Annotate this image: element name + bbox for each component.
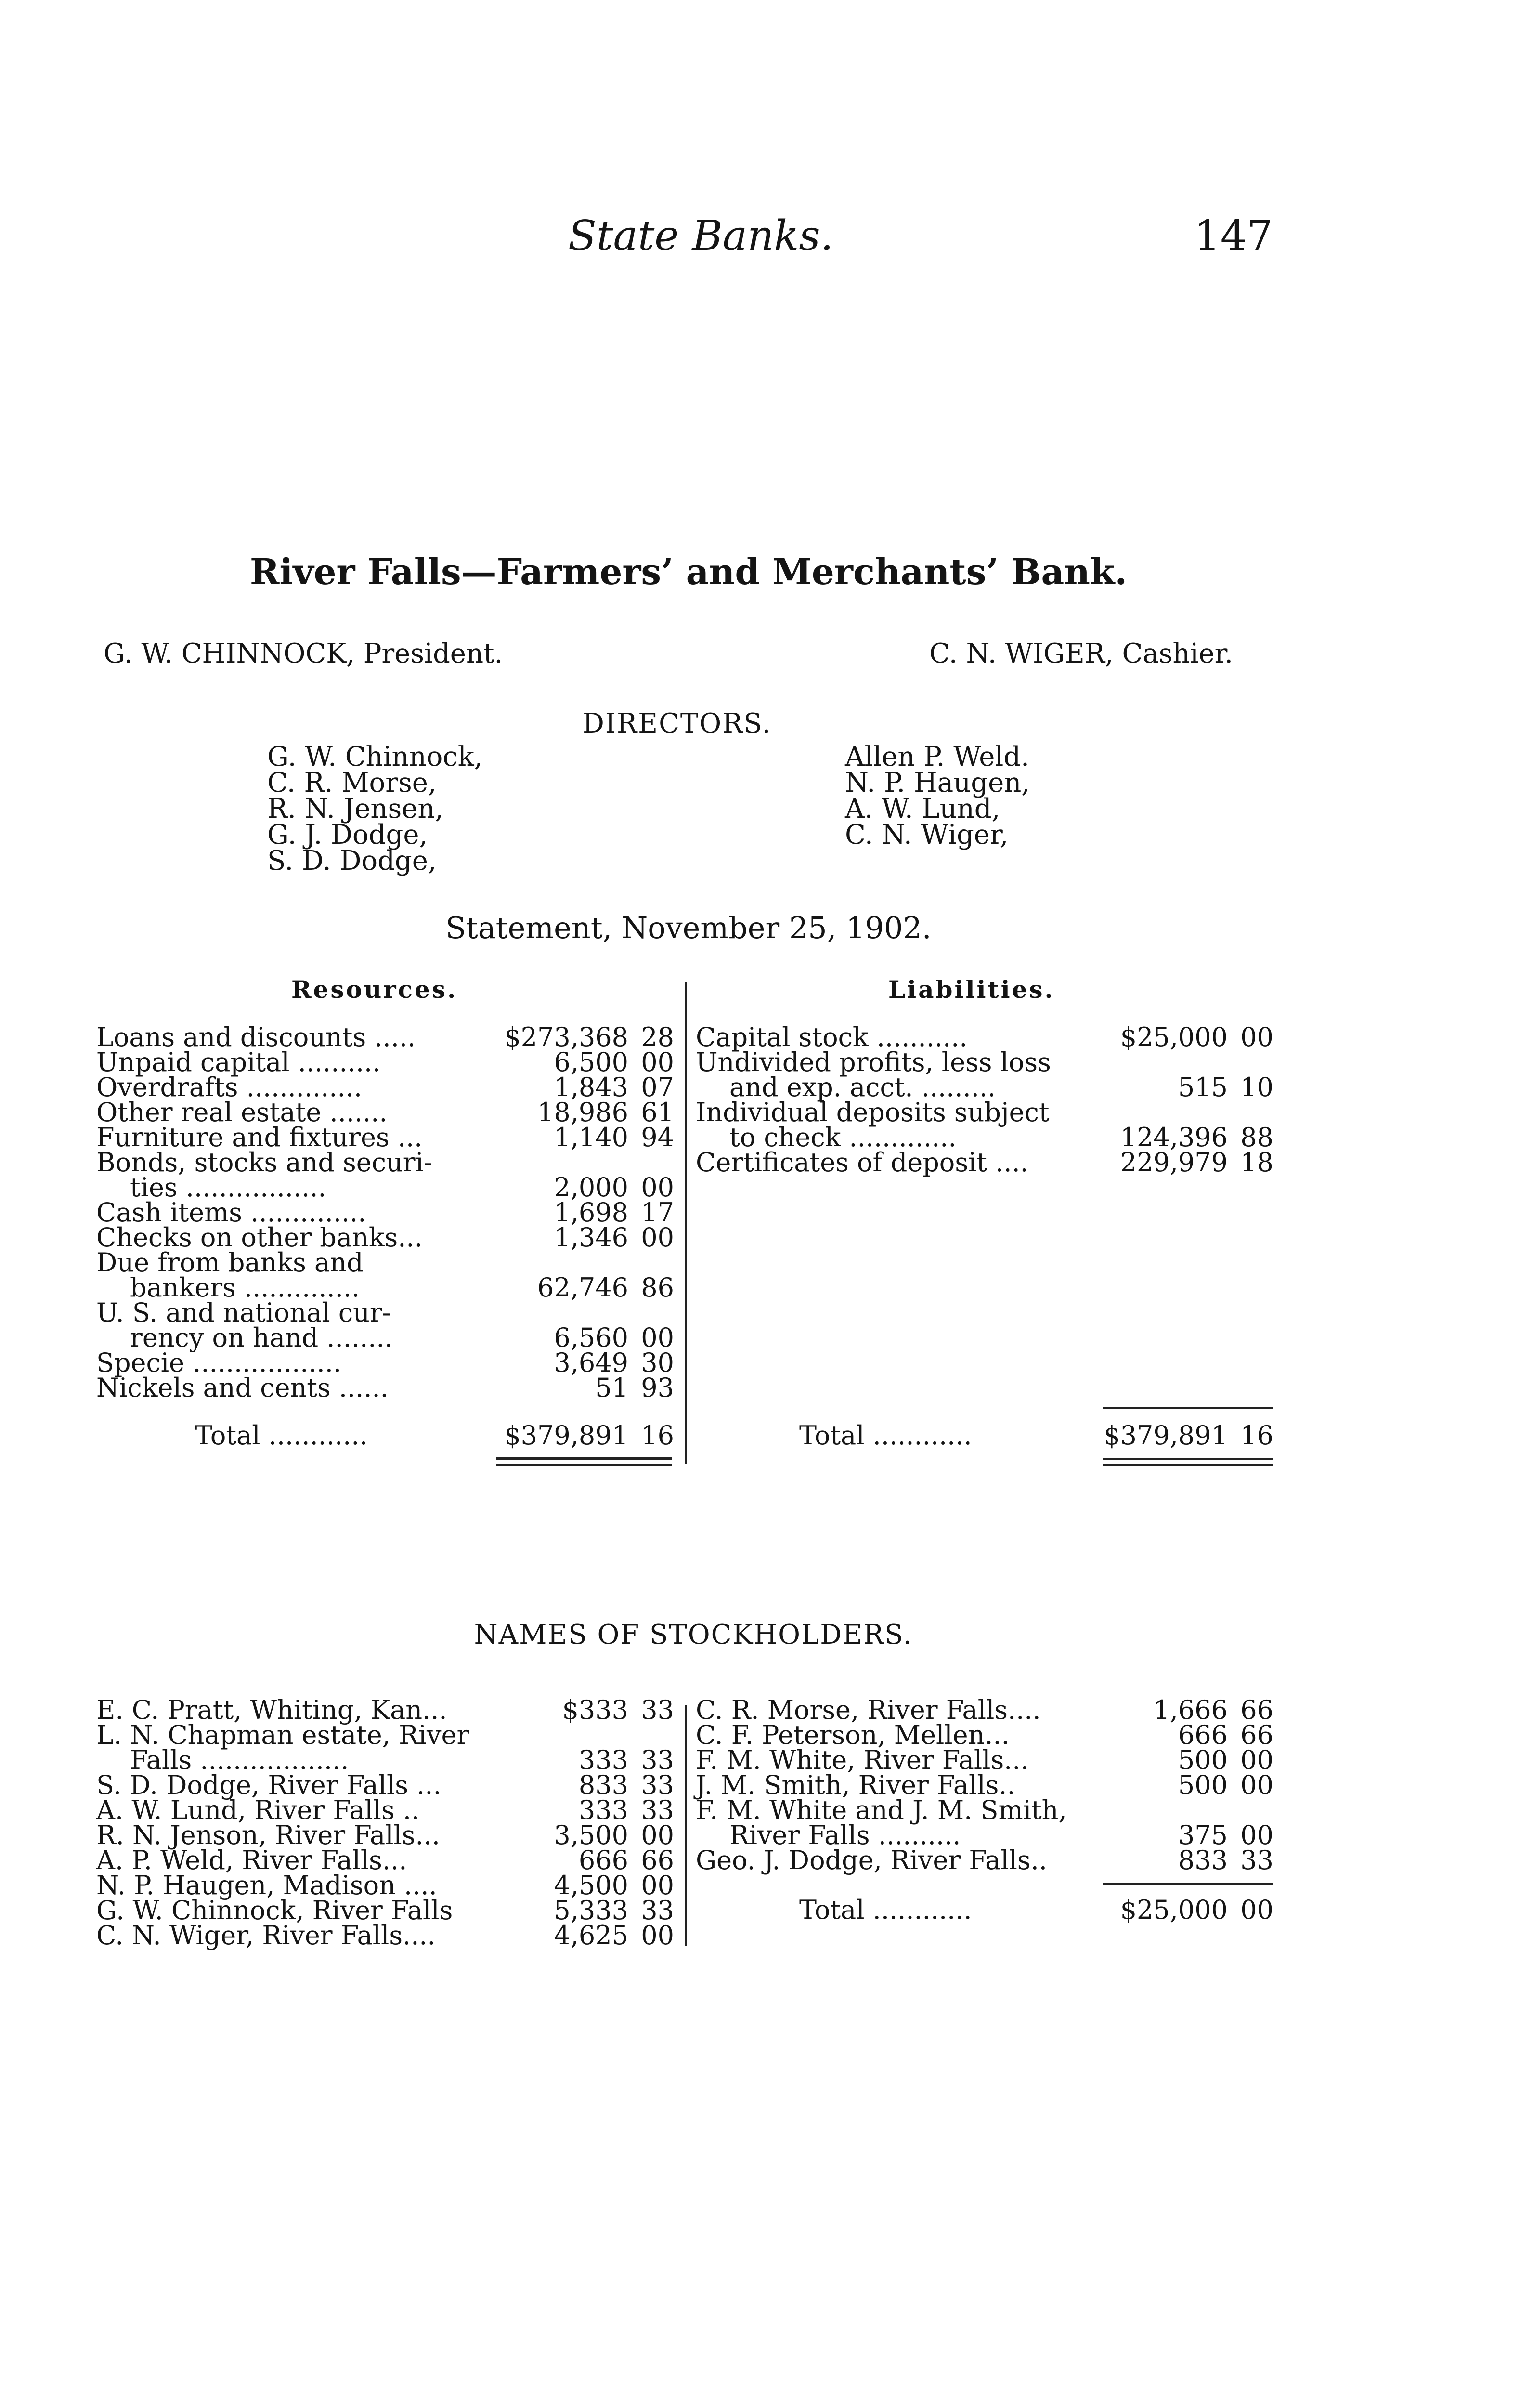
stockholder-row-amount: 5,333 (554, 1895, 628, 1925)
resource-row-amount: $273,368 (504, 1022, 628, 1052)
stockholder-row (696, 1695, 1273, 1725)
stockholders-divider (685, 1705, 687, 1946)
resource-row-amount: 3,649 (554, 1348, 628, 1378)
liabilities-total-cents: 16 (1240, 1420, 1273, 1451)
resources-total-amount: $379,891 (504, 1420, 628, 1451)
stockholders-heading: NAMES OF STOCKHOLDERS. (474, 1619, 913, 1650)
liability-row (696, 1072, 1273, 1102)
resource-row-label: Unpaid capital .......... (96, 1047, 381, 1077)
resources-total-label: Total ............ (195, 1420, 368, 1451)
stockholder-row-cents: 33 (641, 1770, 674, 1800)
resource-row-label: Bonds, stocks and securi- (96, 1147, 433, 1178)
stockholders-total-row (696, 1895, 1273, 1925)
resource-row-cents: 86 (641, 1272, 674, 1303)
resources-total-double-rule-2 (496, 1464, 672, 1466)
stockholder-row-label: A. W. Lund, River Falls .. (96, 1795, 420, 1825)
liabilities-total-row (696, 1420, 1273, 1451)
stockholder-row-cents: 33 (641, 1695, 674, 1725)
resources-total-double-rule-1 (496, 1458, 672, 1460)
stockholder-row-amount: 375 (1178, 1820, 1228, 1850)
stockholder-row-cents: 00 (1240, 1770, 1273, 1800)
director-name: G. J. Dodge, (267, 819, 428, 851)
resource-row (96, 1272, 674, 1303)
resource-row-label: U. S. and national cur- (96, 1297, 391, 1328)
resource-row (96, 1072, 674, 1102)
stockholder-row (96, 1845, 674, 1875)
stockholder-row-cents: 33 (641, 1895, 674, 1925)
stockholder-row (96, 1770, 674, 1800)
resources-heading: Resources. (291, 975, 458, 1004)
stockholder-row (96, 1920, 674, 1950)
liabilities-total-double-rule-2 (1103, 1464, 1273, 1466)
resource-row (96, 1172, 674, 1203)
stockholder-row (696, 1820, 1273, 1850)
president-line: G. W. CHINNOCK, President. (104, 638, 503, 669)
resource-row-label: Overdrafts .............. (96, 1072, 362, 1102)
liability-row-cents: 88 (1240, 1122, 1273, 1152)
directors-left-list (267, 741, 483, 877)
stockholder-row-label: G. W. Chinnock, River Falls (96, 1895, 453, 1925)
stockholder-row-amount: 666 (578, 1845, 628, 1875)
liabilities-total-double-rule-1 (1103, 1458, 1273, 1460)
stockholder-row-label: F. M. White and J. M. Smith, (696, 1795, 1067, 1825)
resource-row-cents: 00 (641, 1172, 674, 1203)
liabilities-rule (1103, 1407, 1273, 1409)
resource-row (96, 1197, 674, 1228)
liability-row-cents: 10 (1240, 1072, 1273, 1102)
director-name: Allen P. Weld. (845, 741, 1029, 772)
director-name: C. N. Wiger, (845, 819, 1009, 851)
stockholder-row-label: J. M. Smith, River Falls.. (696, 1770, 1015, 1800)
liability-row-amount: 515 (1178, 1072, 1228, 1102)
stockholder-row-cents: 66 (1240, 1720, 1273, 1750)
resource-row-cents: 61 (641, 1097, 674, 1127)
stockholder-row-label: N. P. Haugen, Madison .... (96, 1870, 437, 1900)
stockholder-row-label: C. N. Wiger, River Falls.... (96, 1920, 436, 1950)
resource-row (96, 1022, 674, 1052)
directors-heading: DIRECTORS. (583, 708, 772, 739)
liabilities-heading: Liabilities. (888, 975, 1055, 1004)
liability-row-label: Certificates of deposit .... (696, 1147, 1028, 1178)
stockholder-row-cents: 33 (641, 1795, 674, 1825)
stockholder-row (696, 1745, 1273, 1775)
stockholder-row-label: F. M. White, River Falls... (696, 1745, 1029, 1775)
resource-row (96, 1297, 674, 1328)
stockholder-row-cents: 33 (1240, 1845, 1273, 1875)
resource-row (96, 1047, 674, 1077)
resource-row (96, 1348, 674, 1378)
liability-row-label: Undivided profits, less loss (696, 1047, 1051, 1077)
resource-row-cents: 28 (641, 1022, 674, 1052)
stockholder-row-cents: 66 (1240, 1695, 1273, 1725)
liability-row (696, 1047, 1273, 1077)
resource-row-label: Other real estate ....... (96, 1097, 388, 1127)
resources-total-row (96, 1420, 674, 1451)
stockholders-total-amount: $25,000 (1120, 1895, 1228, 1925)
resource-row-label: Nickels and cents ...... (96, 1373, 389, 1403)
stockholder-row-label: C. F. Peterson, Mellen... (696, 1720, 1010, 1750)
stockholder-row (696, 1720, 1273, 1750)
stockholder-row-label: L. N. Chapman estate, River (96, 1720, 469, 1750)
stockholder-row (96, 1745, 674, 1775)
resource-row-label: Checks on other banks... (96, 1222, 423, 1253)
liability-row-amount: 229,979 (1120, 1147, 1228, 1178)
stockholder-row (96, 1695, 674, 1725)
resource-row-label: ties ................. (130, 1172, 326, 1203)
cashier-line: C. N. WIGER, Cashier. (929, 638, 1234, 669)
liabilities-total-label: Total ............ (799, 1420, 972, 1451)
liability-row-amount: $25,000 (1120, 1022, 1228, 1052)
resource-row-label: Loans and discounts ..... (96, 1022, 416, 1052)
stockholder-row-label: A. P. Weld, River Falls... (96, 1845, 407, 1875)
resource-row-amount: 2,000 (554, 1172, 628, 1203)
stockholders-total-cents: 00 (1240, 1895, 1273, 1925)
stockholder-row (96, 1870, 674, 1900)
stockholder-row-label: S. D. Dodge, River Falls ... (96, 1770, 442, 1800)
resource-row-cents: 94 (641, 1122, 674, 1152)
statement-title: Statement, November 25, 1902. (445, 910, 932, 945)
resource-row-label: Due from banks and (96, 1247, 364, 1278)
liability-row-cents: 00 (1240, 1022, 1273, 1052)
stockholder-row (696, 1770, 1273, 1800)
stockholder-row-amount: 333 (578, 1745, 628, 1775)
liability-row-label: and exp. acct. ......... (729, 1072, 996, 1102)
stockholder-row-label: C. R. Morse, River Falls.... (696, 1695, 1041, 1725)
resource-row-cents: 93 (641, 1373, 674, 1403)
stockholder-row-amount: 833 (578, 1770, 628, 1800)
stockholder-row-label: Falls .................. (130, 1745, 349, 1775)
stockholder-row-cents: 00 (1240, 1820, 1273, 1850)
stockholder-row-cents: 00 (641, 1820, 674, 1850)
stockholder-row-amount: 500 (1178, 1745, 1228, 1775)
resource-row-label: bankers .............. (130, 1272, 360, 1303)
resource-row-amount: 1,346 (554, 1222, 628, 1253)
liability-row-label: to check ............. (729, 1122, 957, 1152)
stockholder-row-amount: 1,666 (1153, 1695, 1228, 1725)
resource-row-amount: 1,698 (554, 1197, 628, 1228)
resource-row-label: rency on hand ........ (130, 1322, 393, 1353)
liability-row-label: Capital stock ........... (696, 1022, 968, 1052)
liability-row-cents: 18 (1240, 1147, 1273, 1178)
stockholder-row (696, 1795, 1273, 1825)
resource-row-cents: 17 (641, 1197, 674, 1228)
stockholder-row-amount: 3,500 (554, 1820, 628, 1850)
resource-row-amount: 1,843 (554, 1072, 628, 1102)
director-name: S. D. Dodge, (267, 845, 437, 877)
liability-row (696, 1097, 1273, 1127)
resource-row (96, 1373, 674, 1403)
stockholders-right-table (696, 1695, 1273, 1875)
resource-row-amount: 6,500 (554, 1047, 628, 1077)
director-name: C. R. Morse, (267, 767, 437, 798)
director-name: A. W. Lund, (845, 793, 1000, 824)
resource-row-amount: 1,140 (554, 1122, 628, 1152)
liabilities-table (696, 1022, 1273, 1178)
bank-title: River Falls—Farmers’ and Merchants’ Bank. (249, 551, 1128, 593)
liability-row-amount: 124,396 (1120, 1122, 1228, 1152)
resources-table (96, 1022, 674, 1403)
stockholder-row-label: R. N. Jenson, River Falls... (96, 1820, 440, 1850)
resources-total-cents: 16 (641, 1420, 674, 1451)
liability-row-label: Individual deposits subject (696, 1097, 1050, 1127)
liabilities-total-amount: $379,891 (1104, 1420, 1228, 1451)
stockholder-row-label: E. C. Pratt, Whiting, Kan... (96, 1695, 447, 1725)
stockholder-row-amount: 4,625 (554, 1920, 628, 1950)
director-name: R. N. Jensen, (267, 793, 444, 824)
resource-row (96, 1122, 674, 1152)
resource-row (96, 1222, 674, 1253)
resource-row-amount: 6,560 (554, 1322, 628, 1353)
resource-row-label: Cash items .............. (96, 1197, 366, 1228)
resource-row-amount: 18,986 (537, 1097, 628, 1127)
resource-row-cents: 00 (641, 1322, 674, 1353)
running-title: State Banks. (568, 212, 833, 260)
stockholder-row (696, 1845, 1273, 1875)
stockholder-row-cents: 00 (641, 1870, 674, 1900)
resource-row-cents: 07 (641, 1072, 674, 1102)
stockholder-row-amount: 4,500 (554, 1870, 628, 1900)
stockholder-row (96, 1895, 674, 1925)
stockholder-row-amount: 666 (1178, 1720, 1228, 1750)
stockholder-row (96, 1720, 674, 1750)
stockholder-row-cents: 33 (641, 1745, 674, 1775)
liability-row (696, 1022, 1273, 1052)
stockholder-row-amount: 333 (578, 1795, 628, 1825)
resource-row (96, 1097, 674, 1127)
column-divider (685, 982, 687, 1464)
page-number: 147 (1194, 212, 1273, 260)
stockholders-left-table (96, 1695, 674, 1950)
stockholder-row-label: Geo. J. Dodge, River Falls.. (696, 1845, 1047, 1875)
stockholder-row-label: River Falls .......... (729, 1820, 961, 1850)
resource-row-label: Specie .................. (96, 1348, 342, 1378)
resource-row (96, 1322, 674, 1353)
director-name: G. W. Chinnock, (267, 741, 483, 772)
stockholder-row-cents: 00 (641, 1920, 674, 1950)
resource-row-cents: 30 (641, 1348, 674, 1378)
resource-row-label: Furniture and fixtures ... (96, 1122, 423, 1152)
stockholders-total-label: Total ............ (799, 1895, 972, 1925)
liability-row (696, 1122, 1273, 1152)
stockholder-row (96, 1795, 674, 1825)
stockholder-row-amount: 500 (1178, 1770, 1228, 1800)
resource-row (96, 1147, 674, 1178)
stockholder-row-amount: 833 (1178, 1845, 1228, 1875)
resource-row-cents: 00 (641, 1222, 674, 1253)
resource-row-amount: 51 (595, 1373, 628, 1403)
liability-row (696, 1147, 1273, 1178)
resource-row-cents: 00 (641, 1047, 674, 1077)
resource-row-amount: 62,746 (537, 1272, 628, 1303)
stockholder-row-cents: 00 (1240, 1745, 1273, 1775)
stockholders-total-rule (1103, 1883, 1273, 1885)
stockholder-row-amount: $333 (562, 1695, 628, 1725)
directors-right-list (845, 741, 1030, 851)
resource-row (96, 1247, 674, 1278)
stockholder-row (96, 1820, 674, 1850)
director-name: N. P. Haugen, (845, 767, 1030, 798)
stockholder-row-cents: 66 (641, 1845, 674, 1875)
